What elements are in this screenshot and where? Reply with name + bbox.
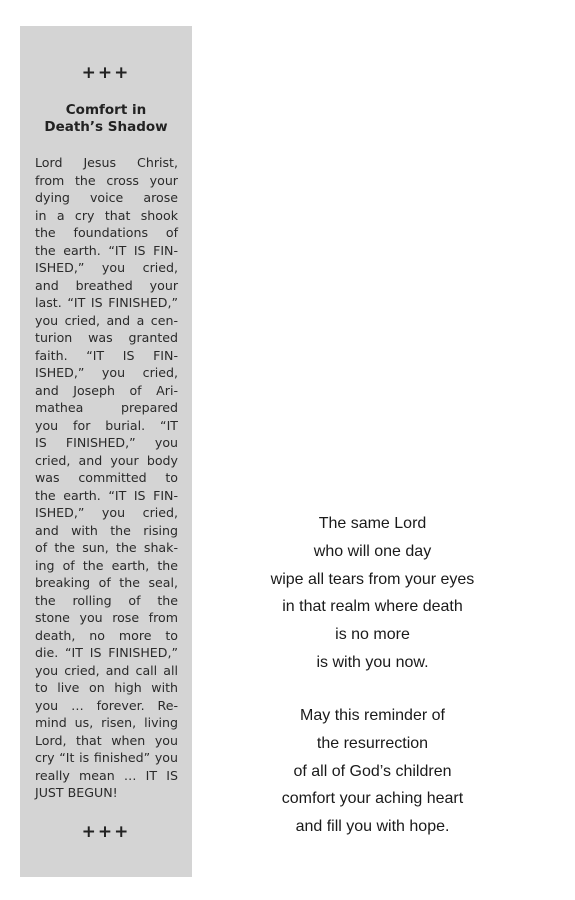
prayer-line: faith. “IT IS FIN- (35, 347, 178, 363)
message-line: The same Lord (318, 515, 427, 532)
message-line: comfort your aching heart (281, 790, 464, 808)
message-line: is no more (335, 626, 410, 644)
message-line: wipe all tears from your eyes (270, 570, 475, 588)
prayer-line: and breathed your (35, 277, 178, 293)
prayer-line: stone you rose from (35, 610, 178, 625)
message-line: is with you now. (316, 653, 429, 671)
prayer-line: to live on high with (35, 680, 178, 695)
title-line: Death’s Shadow (44, 119, 168, 135)
prayer-line: ing of the earth, the (35, 557, 178, 573)
bottom-cross-ornament: +++ (81, 822, 131, 842)
prayer-line: death, no more to (35, 627, 178, 643)
prayer-line: last. “IT IS FINISHED,” (35, 295, 178, 310)
prayer-line: was committed to (35, 470, 178, 485)
prayer-line: dying voice arose (35, 190, 178, 205)
title-line: Comfort in (65, 102, 147, 118)
prayer-line: breaking of the seal, (35, 575, 178, 590)
message-stanza-one (240, 510, 505, 677)
prayer-line: die. “IT IS FINISHED,” (35, 645, 178, 660)
prayer-line: mathea prepared (35, 400, 178, 415)
prayer-line: you for burial. “IT (35, 417, 178, 433)
message-stanza-two (240, 702, 505, 841)
prayer-line: you cried, and a cen- (35, 312, 178, 328)
message-line: in that realm where death (282, 598, 463, 616)
prayer-line: you … forever. Re- (35, 697, 178, 713)
prayer-line: the earth. “IT IS FIN- (35, 487, 178, 503)
prayer-line: in a cry that shook (35, 207, 178, 223)
message-line: of all of God’s children (293, 762, 452, 780)
prayer-line: JUST BEGUN! (35, 785, 118, 800)
prayer-line: and Joseph of Ari- (35, 382, 178, 398)
top-cross-ornament: +++ (81, 63, 131, 83)
prayer-line: cry “It is finished” you (35, 750, 178, 765)
message-line: the resurrection (316, 734, 429, 752)
prayer-line: the rolling of the (35, 592, 178, 608)
prayer-line: the earth. “IT IS FIN- (35, 242, 178, 258)
prayer-line: Lord Jesus Christ, (35, 155, 178, 170)
prayer-line: ISHED,” you cried, (35, 260, 178, 275)
prayer-line: IS FINISHED,” you (35, 435, 178, 450)
prayer-line: ISHED,” you cried, (35, 505, 178, 520)
prayer-line: the foundations of (35, 225, 178, 240)
prayer-line: really mean … IT IS (35, 767, 178, 783)
bookmark-panel (20, 26, 192, 877)
message-line: who will one day (313, 542, 432, 560)
prayer-line: and with the rising (35, 522, 178, 538)
message-line: May this reminder of (300, 707, 445, 724)
prayer-line: mind us, risen, living (35, 715, 178, 730)
prayer-line: Lord, that when you (35, 732, 178, 748)
prayer-line: turion was granted (35, 330, 178, 345)
prayer-line: of the sun, the shak- (35, 540, 178, 555)
prayer-line: ISHED,” you cried, (35, 365, 178, 380)
prayer-line: you cried, and call all (35, 662, 178, 678)
prayer-line: cried, and your body (35, 452, 178, 468)
bookmark-title (26, 102, 186, 136)
message-line: and fill you with hope. (295, 818, 450, 836)
prayer-line: from the cross your (35, 172, 178, 188)
prayer-text (35, 154, 178, 802)
